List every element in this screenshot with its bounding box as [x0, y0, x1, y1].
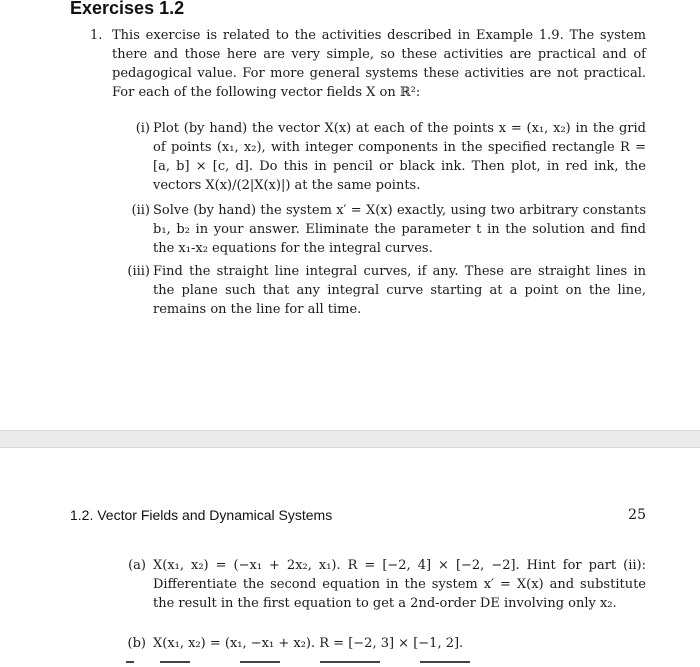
item-label: (iii): [127, 264, 150, 279]
item-label: (i): [135, 121, 150, 136]
page-lower: [0, 448, 700, 664]
item-text: Plot (by hand) the vector X(x) at each of the points x = (x₁, x₂) in the grid of points (x₁, x₂), with integer components in the specified rectangle R = [a, b] × [c, d]. Do this in pencil or black ink. Then plot, in red ink, the vectors X(x)/(2|X(x)|) at the same points.: [153, 121, 646, 193]
exercise-number: 1.: [90, 28, 103, 43]
exercise-part: [118, 634, 646, 653]
page-number: 25: [628, 507, 646, 523]
item-text: Solve (by hand) the system x′ = X(x) exactly, using two arbitrary constants b₁, b₂ in your answer. Eliminate the parameter t in the solution and find the x₁-x₂ equations for the integral curves.: [153, 203, 646, 256]
exercise-part: [118, 556, 646, 613]
exercise-1: [90, 26, 646, 102]
part-text: X(x₁, x₂) = (x₁, −x₁ + x₂). R = [−2, 3] × [−1, 2].: [153, 636, 464, 651]
running-head: 1.2. Vector Fields and Dynamical Systems: [70, 507, 333, 523]
section-heading: Exercises 1.2: [70, 0, 185, 18]
item-text: Find the straight line integral curves, if any. These are straight lines in the plane such that any integral curve starting at a point on the line, remains on the line for all time.: [153, 264, 646, 317]
page-divider: [0, 430, 700, 448]
part-label: (b): [127, 636, 146, 651]
cut-off-line: [120, 659, 540, 667]
exercise-item: [118, 201, 646, 258]
part-label: (a): [128, 558, 146, 573]
exercise-item: [118, 262, 646, 319]
exercise-item: [118, 119, 646, 195]
part-text: X(x₁, x₂) = (−x₁ + 2x₂, x₁). R = [−2, 4] × [−2, −2]. Hint for part (ii): Differentiate the second equation in the system x′ = X(x) and substitute the result in the first equation to get a 2nd-order DE involving only x₂.: [153, 558, 646, 611]
item-label: (ii): [131, 203, 150, 218]
exercise-intro: This exercise is related to the activities described in Example 1.9. The system there and those here are very simple, so these activities are practical and of pedagogical value. For more general systems these activities are not practical. For each of the following vector fields X on ℝ²:: [112, 28, 646, 100]
